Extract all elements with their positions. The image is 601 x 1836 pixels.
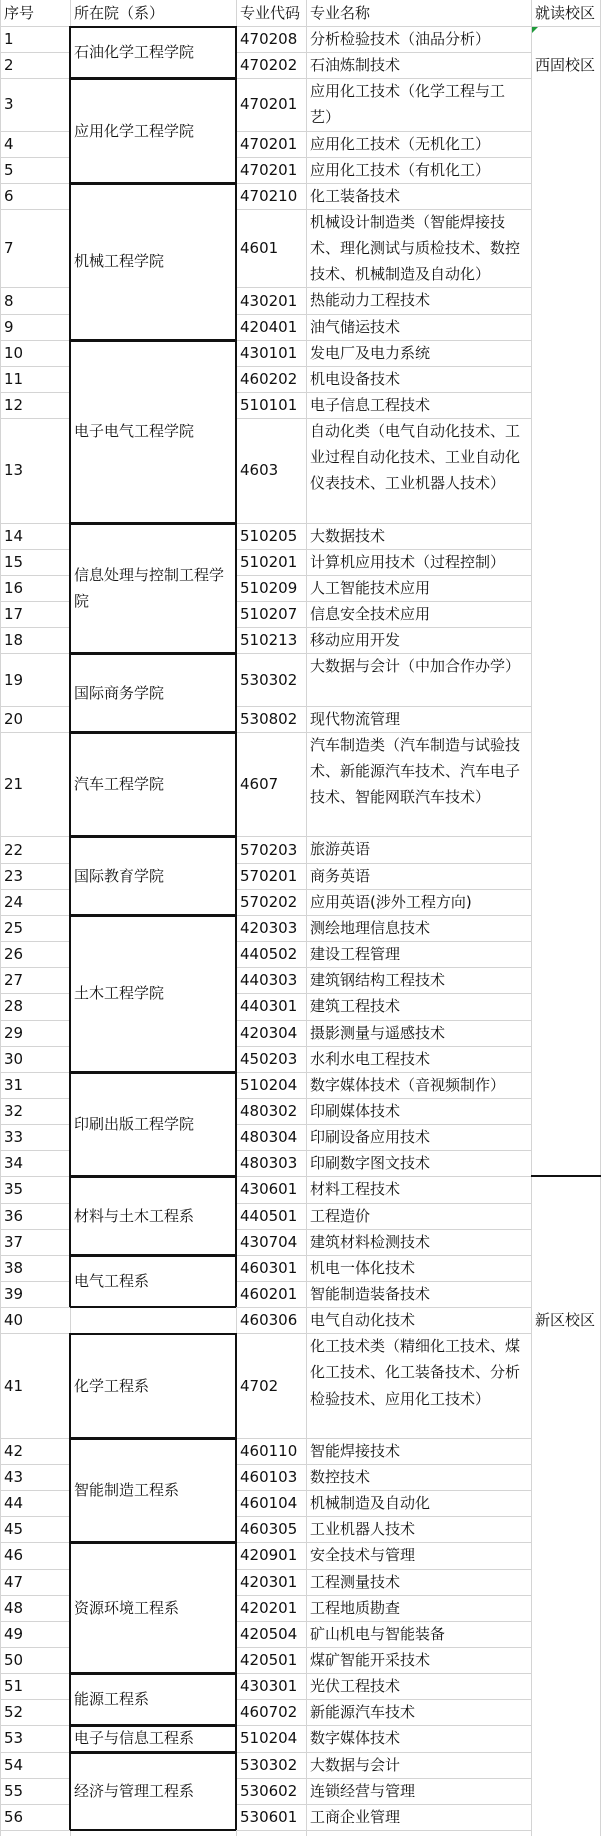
college-border xyxy=(69,653,71,731)
seq-cell: 51 xyxy=(4,1677,24,1696)
seq-cell: 48 xyxy=(4,1598,24,1617)
seq-cell: 27 xyxy=(4,971,24,990)
major-cell: 建筑材料检测技术 xyxy=(310,1232,431,1251)
major-cell: 摄影测量与遥感技术 xyxy=(310,1023,446,1042)
seq-cell: 7 xyxy=(4,239,14,258)
seq-cell: 55 xyxy=(4,1781,24,1800)
code-cell: 430601 xyxy=(240,1180,298,1199)
seq-cell: 9 xyxy=(4,317,14,336)
grid-row-line xyxy=(0,1830,70,1831)
seq-cell: 17 xyxy=(4,605,24,624)
college-border xyxy=(235,523,237,654)
seq-cell: 14 xyxy=(4,526,24,545)
major-cell: 材料工程技术 xyxy=(310,1180,401,1199)
college-cell: 汽车工程学院 xyxy=(74,775,165,794)
code-cell: 420901 xyxy=(240,1546,298,1565)
code-cell: 420201 xyxy=(240,1598,298,1617)
major-cell: 光伏工程技术 xyxy=(310,1677,401,1696)
major-cell: 信息安全技术应用 xyxy=(310,605,431,624)
major-cell: 大数据与会计（中加合作办学） xyxy=(310,657,521,676)
seq-cell: 47 xyxy=(4,1572,24,1591)
code-cell: 480302 xyxy=(240,1102,298,1120)
seq-cell: 5 xyxy=(4,160,14,179)
seq-cell: 1 xyxy=(4,30,14,49)
major-cell: 建设工程管理 xyxy=(310,945,401,964)
major-cell: 机电一体化技术 xyxy=(310,1258,416,1277)
code-cell: 4603 xyxy=(240,461,279,480)
header-major: 专业名称 xyxy=(310,4,371,22)
code-cell: 440501 xyxy=(240,1206,298,1225)
seq-cell: 32 xyxy=(4,1102,24,1120)
seq-cell: 45 xyxy=(4,1520,24,1539)
code-cell: 460702 xyxy=(240,1703,298,1722)
college-border xyxy=(69,1752,71,1830)
college-cell: 智能制造工程系 xyxy=(74,1481,180,1500)
major-cell: 测绘地理信息技术 xyxy=(310,918,431,937)
major-cell: 应用化工技术（无机化工） xyxy=(310,134,491,153)
major-cell: 电气自动化技术 xyxy=(310,1311,416,1330)
seq-cell: 6 xyxy=(4,186,14,205)
college-border xyxy=(235,1255,237,1307)
major-cell: 旅游英语 xyxy=(310,840,371,859)
major-cell: 应用英语(涉外工程方向) xyxy=(310,892,472,911)
code-cell: 570202 xyxy=(240,892,298,911)
college-border xyxy=(70,653,236,655)
code-cell: 530802 xyxy=(240,709,298,728)
college-border xyxy=(70,1542,236,1544)
code-cell: 470201 xyxy=(240,134,298,153)
seq-cell: 10 xyxy=(4,343,24,362)
college-border xyxy=(235,653,237,731)
code-cell: 460104 xyxy=(240,1494,298,1513)
seq-cell: 30 xyxy=(4,1049,24,1068)
college-border xyxy=(69,26,71,78)
code-cell: 470202 xyxy=(240,56,298,75)
campus-border xyxy=(531,1175,601,1177)
college-border xyxy=(235,732,237,837)
college-border xyxy=(69,1542,71,1673)
major-cell: 数字媒体技术（音视频制作） xyxy=(310,1075,506,1094)
seq-cell: 37 xyxy=(4,1232,24,1251)
college-border xyxy=(70,1673,236,1675)
college-border xyxy=(235,26,237,78)
major-cell: 印刷设备应用技术 xyxy=(310,1128,431,1147)
seq-cell: 12 xyxy=(4,396,24,415)
major-cell: 印刷媒体技术 xyxy=(310,1101,401,1120)
code-cell: 530601 xyxy=(240,1807,298,1826)
code-cell: 510209 xyxy=(240,579,298,598)
college-border xyxy=(235,78,237,183)
college-border xyxy=(70,915,236,917)
college-border xyxy=(70,340,236,342)
major-cell: 工商企业管理 xyxy=(310,1807,401,1826)
college-border xyxy=(235,1752,237,1830)
seq-cell: 23 xyxy=(4,866,24,885)
major-cell: 安全技术与管理 xyxy=(310,1546,416,1565)
grid-column-line xyxy=(531,0,532,1836)
major-cell: 商务英语 xyxy=(310,866,371,885)
seq-cell: 33 xyxy=(4,1128,24,1147)
college-border xyxy=(235,1438,237,1543)
college-cell: 信息处理与控制工程学院 xyxy=(74,566,225,611)
seq-cell: 20 xyxy=(4,709,24,728)
major-cell: 数控技术 xyxy=(310,1467,371,1486)
major-cell: 建筑工程技术 xyxy=(310,997,401,1016)
code-cell: 430101 xyxy=(240,343,298,362)
college-cell: 化学工程系 xyxy=(74,1376,150,1395)
code-cell: 4601 xyxy=(240,239,279,258)
college-border xyxy=(69,78,71,183)
seq-cell: 21 xyxy=(4,775,24,794)
code-cell: 460110 xyxy=(240,1441,298,1460)
header-college: 所在院（系） xyxy=(74,4,165,22)
college-border xyxy=(235,183,237,340)
seq-cell: 35 xyxy=(4,1180,24,1199)
college-border xyxy=(235,1176,237,1254)
seq-cell: 19 xyxy=(4,670,24,689)
code-cell: 530302 xyxy=(240,670,298,689)
code-cell: 420303 xyxy=(240,918,298,937)
major-cell: 发电厂及电力系统 xyxy=(310,343,431,362)
major-cell: 计算机应用技术（过程控制） xyxy=(310,552,506,571)
major-cell: 工业机器人技术 xyxy=(310,1520,416,1539)
major-cell: 应用化工技术（化学工程与工艺） xyxy=(310,82,506,127)
college-border xyxy=(235,1725,237,1751)
major-cell: 现代物流管理 xyxy=(310,709,401,728)
code-cell: 430301 xyxy=(240,1677,298,1696)
college-border xyxy=(70,26,236,28)
seq-cell: 43 xyxy=(4,1468,24,1487)
college-cell: 国际教育学院 xyxy=(74,866,165,885)
college-cell: 机械工程学院 xyxy=(74,252,165,271)
code-cell: 510204 xyxy=(240,1729,298,1748)
campus-cell: 西固校区 xyxy=(535,56,596,75)
college-cell: 电气工程系 xyxy=(74,1271,150,1290)
college-border xyxy=(70,1725,236,1727)
seq-cell: 18 xyxy=(4,631,24,650)
college-border xyxy=(70,78,236,80)
college-border xyxy=(69,1176,71,1254)
college-cell: 资源环境工程系 xyxy=(74,1598,180,1617)
college-border xyxy=(70,732,236,734)
major-cell: 化工技术类（精细化工技术、煤化工技术、化工装备技术、分析检验技术、应用化工技术） xyxy=(310,1337,521,1408)
header-campus: 就读校区 xyxy=(535,4,596,22)
college-border xyxy=(70,1333,236,1335)
seq-cell: 8 xyxy=(4,291,14,310)
major-cell: 煤矿智能开采技术 xyxy=(310,1650,431,1669)
seq-cell: 38 xyxy=(4,1258,24,1277)
header-seq: 序号 xyxy=(4,4,35,22)
seq-cell: 44 xyxy=(4,1494,24,1513)
code-cell: 420504 xyxy=(240,1624,298,1643)
code-cell: 440301 xyxy=(240,997,298,1016)
seq-cell: 46 xyxy=(4,1546,24,1565)
major-cell: 油气储运技术 xyxy=(310,317,401,336)
seq-cell: 16 xyxy=(4,579,24,598)
seq-cell: 52 xyxy=(4,1703,24,1722)
seq-cell: 34 xyxy=(4,1154,24,1173)
seq-cell: 42 xyxy=(4,1441,24,1460)
header-code: 专业代码 xyxy=(240,4,301,22)
major-cell: 汽车制造类（汽车制造与试验技术、新能源汽车技术、汽车电子技术、智能网联汽车技术） xyxy=(310,735,521,807)
major-cell: 热能动力工程技术 xyxy=(310,291,431,310)
major-cell: 人工智能技术应用 xyxy=(310,579,431,598)
college-border xyxy=(235,1542,237,1673)
major-cell: 数字媒体技术 xyxy=(310,1729,401,1748)
seq-cell: 24 xyxy=(4,892,24,911)
code-cell: 450203 xyxy=(240,1049,298,1068)
major-cell: 应用化工技术（有机化工） xyxy=(310,160,491,179)
code-cell: 430201 xyxy=(240,291,298,310)
college-border xyxy=(70,1176,236,1178)
major-cell: 连锁经营与管理 xyxy=(310,1781,416,1800)
major-cell: 印刷数字图文技术 xyxy=(310,1154,431,1173)
code-cell: 420401 xyxy=(240,317,298,336)
seq-cell: 40 xyxy=(4,1311,24,1330)
code-cell: 510207 xyxy=(240,605,298,624)
college-cell: 应用化学工程学院 xyxy=(74,121,195,140)
code-cell: 510101 xyxy=(240,396,298,415)
major-cell: 工程测量技术 xyxy=(310,1572,401,1591)
college-border xyxy=(235,340,237,523)
college-border xyxy=(70,1306,236,1308)
seq-cell: 49 xyxy=(4,1624,24,1643)
major-cell: 水利水电工程技术 xyxy=(310,1049,431,1068)
seq-cell: 22 xyxy=(4,840,24,859)
college-cell: 国际商务学院 xyxy=(74,683,165,702)
major-cell: 机械设计制造类（智能焊接技术、理化测试与质检技术、数控技术、机械制造及自动化） xyxy=(310,213,521,284)
college-border xyxy=(70,1255,236,1257)
college-border xyxy=(235,1072,237,1177)
college-border xyxy=(69,1072,71,1177)
major-cell: 工程造价 xyxy=(310,1206,371,1225)
college-border xyxy=(235,915,237,1072)
seq-cell: 53 xyxy=(4,1729,24,1748)
seq-cell: 41 xyxy=(4,1376,24,1395)
campus-cell: 新区校区 xyxy=(535,1311,596,1330)
code-cell: 440502 xyxy=(240,945,298,964)
college-border xyxy=(69,523,71,654)
seq-cell: 28 xyxy=(4,997,24,1016)
college-cell: 土木工程学院 xyxy=(74,984,165,1003)
seq-cell: 11 xyxy=(4,369,24,388)
major-cell: 石油炼制技术 xyxy=(310,56,401,75)
seq-cell: 3 xyxy=(4,95,14,114)
college-border xyxy=(69,1438,71,1543)
college-cell: 印刷出版工程学院 xyxy=(74,1115,195,1134)
major-cell: 矿山机电与智能装备 xyxy=(310,1624,446,1643)
college-cell: 电子电气工程学院 xyxy=(74,422,195,441)
college-border xyxy=(69,836,71,914)
college-border xyxy=(70,523,236,525)
college-border xyxy=(235,1333,237,1438)
code-cell: 470201 xyxy=(240,95,298,114)
code-cell: 430704 xyxy=(240,1232,298,1251)
college-border xyxy=(235,836,237,914)
major-cell: 大数据技术 xyxy=(310,526,386,545)
major-cell: 化工装备技术 xyxy=(310,186,401,205)
major-cell: 自动化类（电气自动化技术、工业过程自动化技术、工业自动化仪表技术、工业机器人技术） xyxy=(310,422,521,493)
code-cell: 4702 xyxy=(240,1376,279,1395)
college-cell: 能源工程系 xyxy=(74,1690,150,1709)
code-cell: 480303 xyxy=(240,1154,298,1173)
college-cell: 电子与信息工程系 xyxy=(74,1729,195,1748)
college-border xyxy=(69,340,71,523)
code-cell: 530302 xyxy=(240,1755,298,1774)
major-cell: 建筑钢结构工程技术 xyxy=(310,971,446,990)
code-cell: 460306 xyxy=(240,1311,298,1330)
college-cell: 经济与管理工程系 xyxy=(74,1781,195,1800)
code-cell: 470208 xyxy=(240,30,298,49)
code-cell: 510205 xyxy=(240,526,298,545)
seq-cell: 15 xyxy=(4,552,24,571)
college-border xyxy=(69,1255,71,1307)
grid-row-line xyxy=(236,1830,531,1831)
code-cell: 4607 xyxy=(240,775,279,794)
code-cell: 510201 xyxy=(240,552,298,571)
seq-cell: 25 xyxy=(4,918,24,937)
seq-cell: 2 xyxy=(4,56,14,75)
college-border xyxy=(69,183,71,340)
seq-cell: 36 xyxy=(4,1206,24,1225)
college-border xyxy=(69,915,71,1072)
major-cell: 移动应用开发 xyxy=(310,631,401,650)
code-cell: 530602 xyxy=(240,1781,298,1800)
college-border xyxy=(70,183,236,185)
code-cell: 440303 xyxy=(240,971,298,990)
seq-cell: 29 xyxy=(4,1023,24,1042)
major-cell: 电子信息工程技术 xyxy=(310,396,431,415)
code-cell: 470201 xyxy=(240,160,298,179)
comment-indicator-icon xyxy=(532,27,538,33)
code-cell: 510204 xyxy=(240,1075,298,1094)
seq-cell: 4 xyxy=(4,134,14,153)
code-cell: 460201 xyxy=(240,1285,298,1304)
code-cell: 570203 xyxy=(240,840,298,859)
college-border xyxy=(70,1752,236,1754)
seq-cell: 13 xyxy=(4,461,24,480)
code-cell: 460202 xyxy=(240,369,298,388)
college-border xyxy=(69,1725,71,1751)
code-cell: 420301 xyxy=(240,1572,298,1591)
college-border xyxy=(69,1333,71,1438)
major-cell: 机械制造及自动化 xyxy=(310,1494,431,1513)
seq-cell: 50 xyxy=(4,1651,24,1670)
seq-cell: 54 xyxy=(4,1755,24,1774)
major-cell: 智能制造装备技术 xyxy=(310,1284,431,1303)
college-cell: 材料与土木工程系 xyxy=(74,1206,195,1225)
college-border xyxy=(70,1438,236,1440)
college-border xyxy=(69,732,71,837)
seq-cell: 31 xyxy=(4,1075,24,1094)
seq-cell: 26 xyxy=(4,945,24,964)
code-cell: 420501 xyxy=(240,1651,298,1670)
college-border xyxy=(70,836,236,838)
major-cell: 机电设备技术 xyxy=(310,369,401,388)
college-border xyxy=(69,1673,71,1725)
college-cell: 石油化学工程学院 xyxy=(74,43,195,62)
code-cell: 420304 xyxy=(240,1023,298,1042)
major-cell: 分析检验技术（油品分析） xyxy=(310,30,491,48)
code-cell: 510213 xyxy=(240,631,298,650)
major-cell: 大数据与会计 xyxy=(310,1755,401,1774)
college-border xyxy=(70,1072,236,1074)
major-cell: 工程地质勘查 xyxy=(310,1598,401,1617)
major-cell: 智能焊接技术 xyxy=(310,1441,401,1460)
major-cell: 新能源汽车技术 xyxy=(310,1703,416,1722)
code-cell: 460103 xyxy=(240,1468,298,1487)
seq-cell: 39 xyxy=(4,1285,24,1304)
code-cell: 460301 xyxy=(240,1258,298,1277)
code-cell: 480304 xyxy=(240,1128,298,1147)
college-border xyxy=(70,1829,236,1831)
college-border xyxy=(235,1673,237,1725)
code-cell: 570201 xyxy=(240,866,298,885)
code-cell: 460305 xyxy=(240,1520,298,1539)
seq-cell: 56 xyxy=(4,1807,24,1826)
code-cell: 470210 xyxy=(240,186,298,205)
